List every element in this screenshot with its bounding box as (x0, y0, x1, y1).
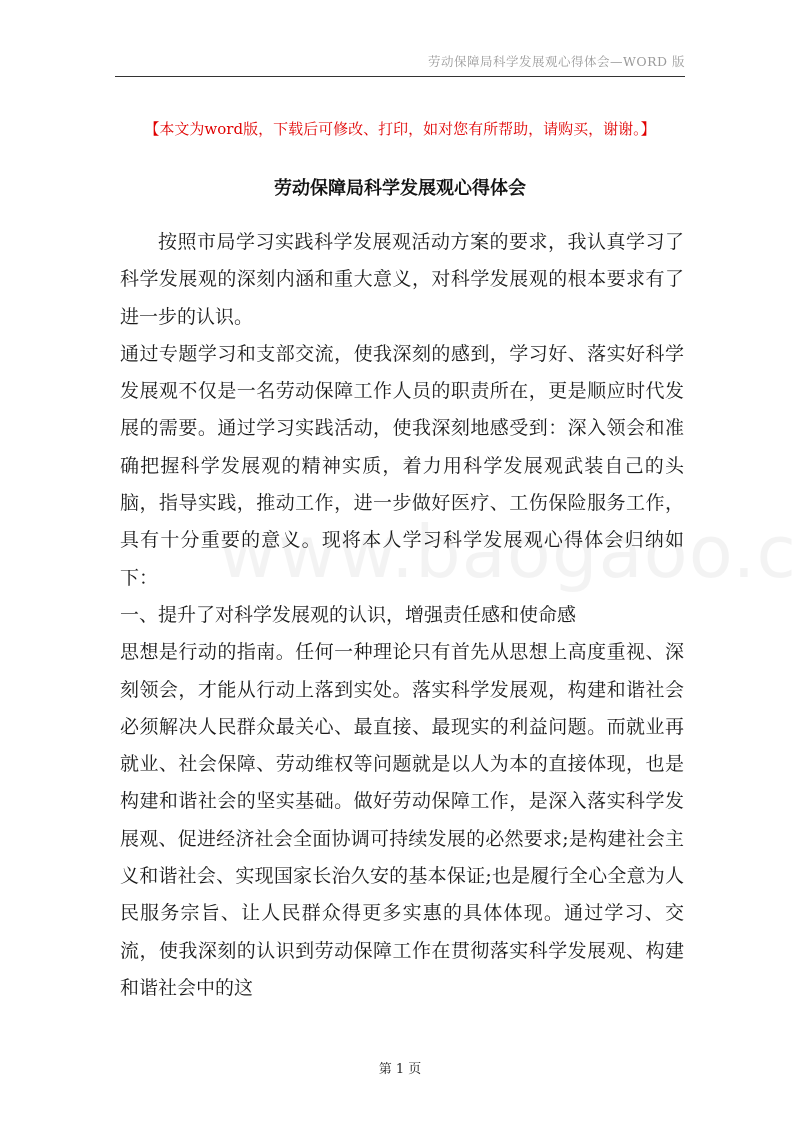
section-heading-1: 一、提升了对科学发展观的认识，增强责任感和使命感 (120, 603, 577, 626)
page-header (115, 52, 685, 77)
document-body (120, 224, 684, 1007)
paragraph-thought: 思想是行动的指南。任何一种理论只有首先从思想上高度重视、深刻领会，才能从行动上落到实处。落实科学发展观，构建和谐社会必须解决人民群众最关心、最直接、最现实的利益问题。而就业再就业、社会保障、劳动维权等问题就是以人为本的直接体现，也是构建和谐社会的坚实基础。做好劳动保障工作，是深入落实科学发展观、促进经济社会全面协调可持续发展的必然要求;是构建社会主义和谐社会、实现国家长治久安的基本保证;也是履行全心全意为人民服务宗旨、让人民群众得更多实惠的具体体现。通过学习、交流，使我深刻的认识到劳动保障工作在贯彻落实科学发展观、构建和谐社会中的这 (120, 641, 684, 999)
purchase-notice: 【本文为word版，下载后可修改、打印，如对您有所帮助，请购买，谢谢。】 (144, 120, 656, 138)
paragraph-intro: 按照市局学习实践科学发展观活动方案的要求，我认真学习了科学发展观的深刻内涵和重大意义，对科学发展观的根本要求有了进一步的认识。 (120, 231, 684, 328)
paragraph-study: 通过专题学习和支部交流，使我深刻的感到，学习好、落实好科学发展观不仅是一名劳动保障工作人员的职责所在，更是顺应时代发展的需要。通过学习实践活动，使我深刻地感受到：深入领会和准确把握科学发展观的精神实质，着力用科学发展观武装自己的头脑，指导实践，推动工作，进一步做好医疗、工伤保险服务工作，具有十分重要的意义。现将本人学习科学发展观心得体会归纳如下： (120, 342, 684, 589)
page-number: 第 1 页 (378, 1062, 422, 1077)
document-title: 劳动保障局科学发展观心得体会 (274, 178, 526, 199)
header-text: 劳动保障局科学发展观心得体会—WORD 版 (427, 54, 685, 69)
